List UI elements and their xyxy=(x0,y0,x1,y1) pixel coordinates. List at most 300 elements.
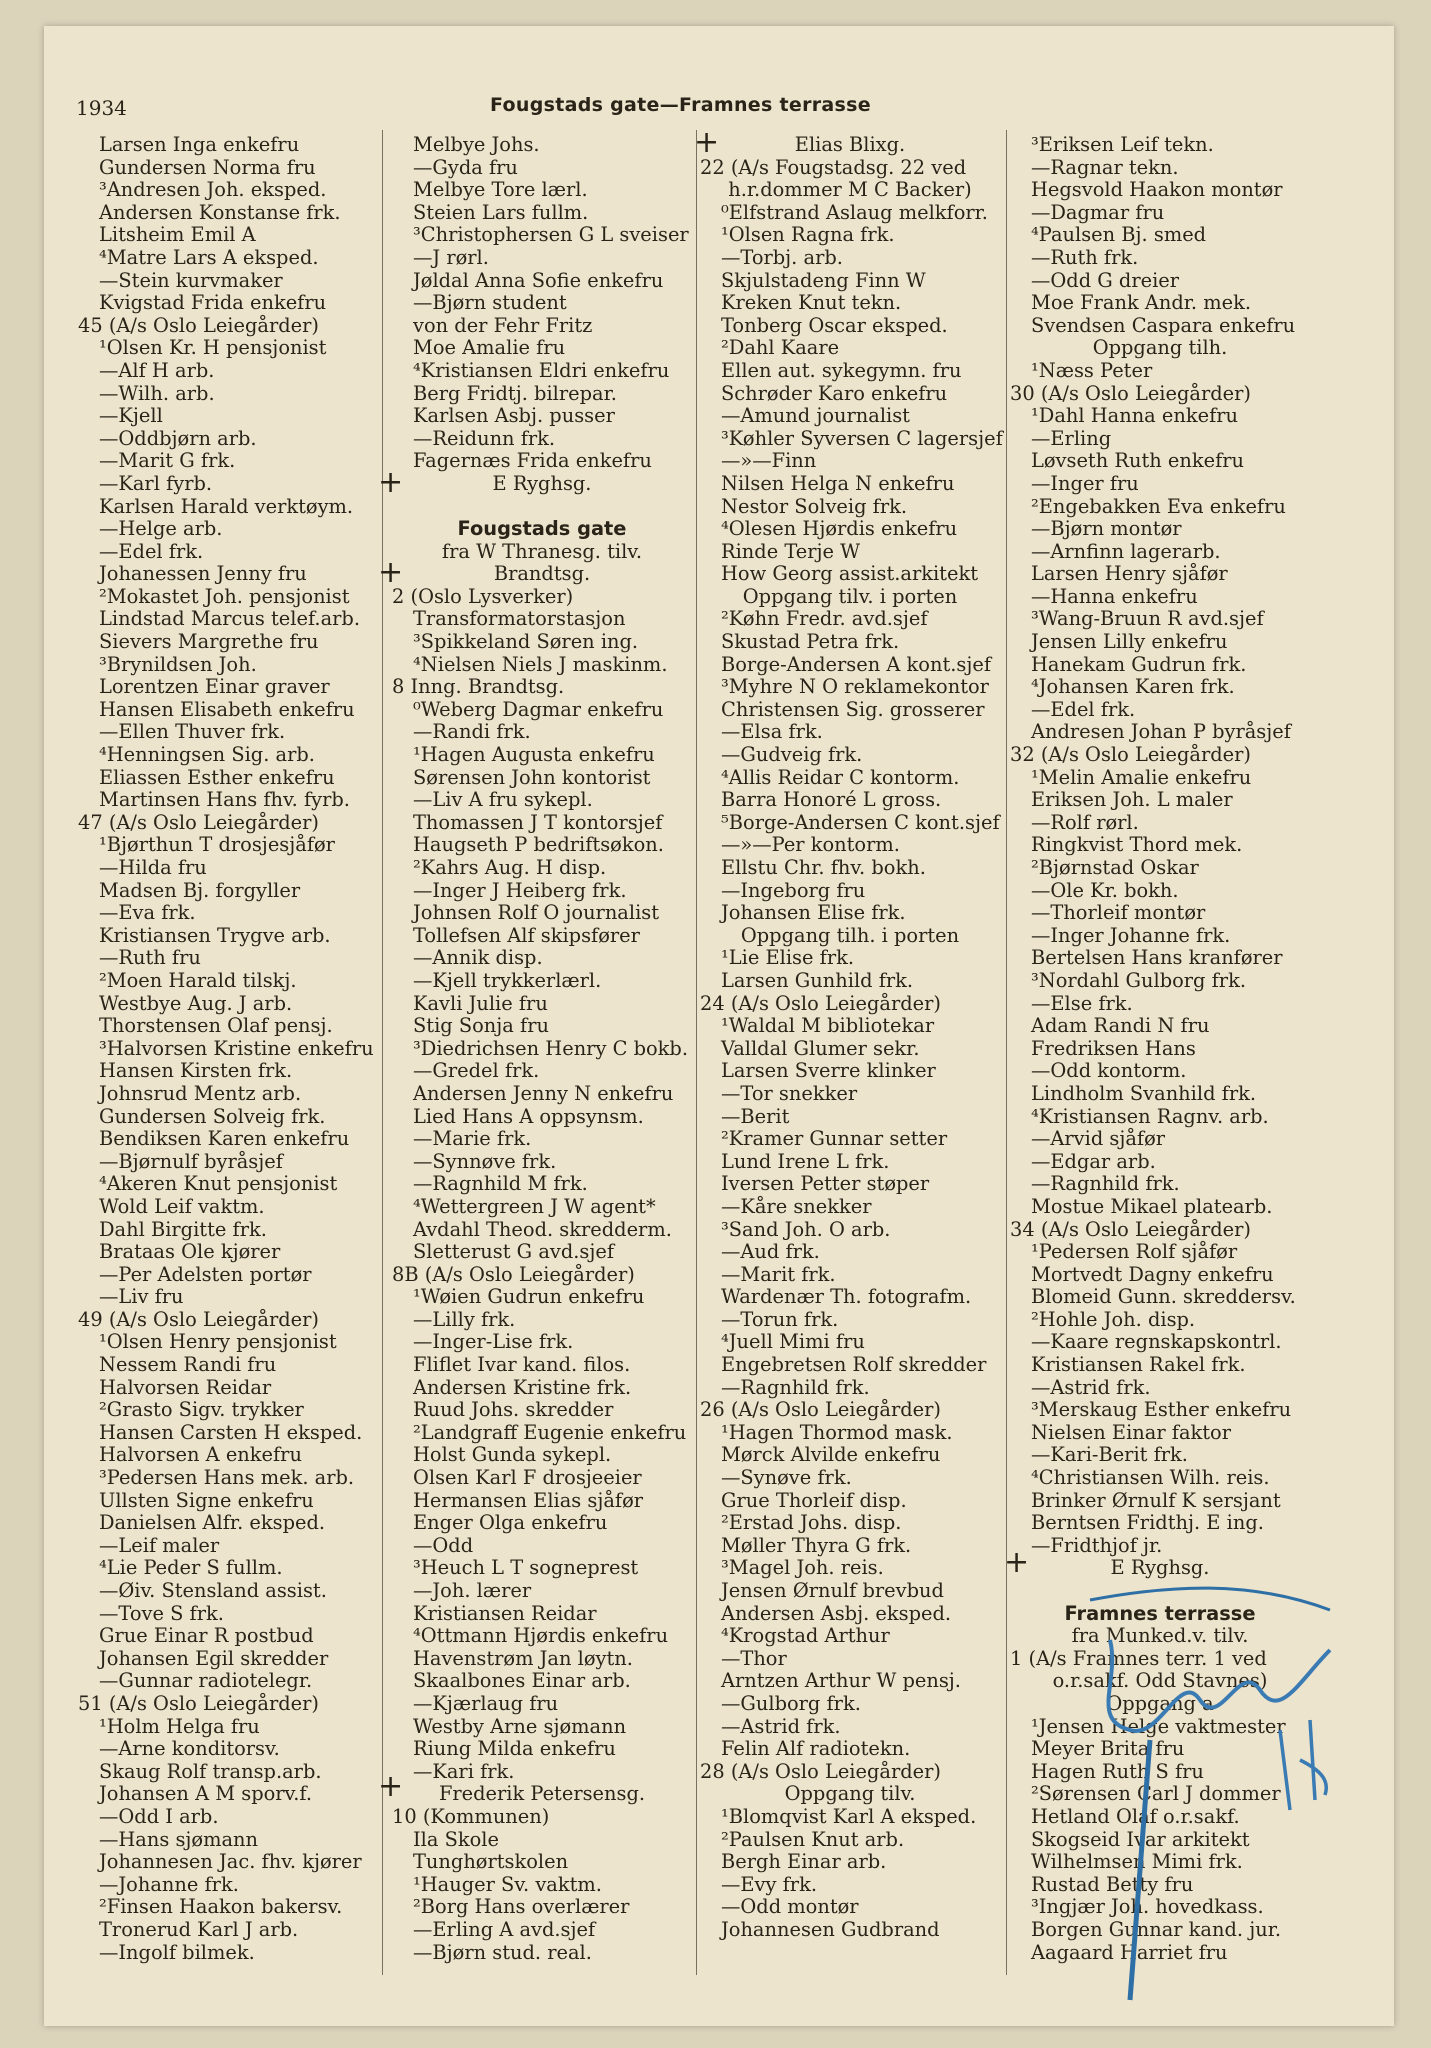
directory-entry: o.r.sakf. Odd Stavnes) xyxy=(1052,1669,1268,1693)
directory-entry: How Georg assist.arkitekt xyxy=(721,562,978,586)
directory-entry: Oppgang tilh. xyxy=(1092,336,1228,360)
directory-entry: Hanekam Gudrun frk. xyxy=(1031,652,1247,676)
directory-entry: —Elsa frk. xyxy=(721,720,823,744)
directory-entry: —»—Finn xyxy=(721,449,817,473)
directory-entry: ²Finsen Haakon bakersv. xyxy=(99,1895,343,1919)
directory-entry: Haugseth P bedriftsøkon. xyxy=(413,833,664,857)
directory-entry: Larsen Gunhild frk. xyxy=(721,968,914,992)
page-header: Fougstads gate—Framnes terrasse xyxy=(490,94,871,116)
directory-entry: Mørck Alvilde enkefru xyxy=(721,1443,941,1467)
directory-entry: —Marit frk. xyxy=(721,1262,836,1286)
directory-entry: —Edel frk. xyxy=(1031,697,1136,721)
directory-entry xyxy=(1010,1580,1310,1603)
directory-entry: Fagernæs Frida enkefru xyxy=(413,449,652,473)
directory-entry: —Leif maler xyxy=(99,1533,220,1557)
directory-entry: Kristiansen Trygve arb. xyxy=(99,923,331,947)
directory-entry: —Ragnhild frk. xyxy=(721,1375,870,1399)
directory-entry: —Marit G frk. xyxy=(99,449,236,473)
directory-entry: Ringkvist Thord mek. xyxy=(1031,833,1243,857)
directory-entry: ⁴Nielsen Niels J maskinm. xyxy=(413,652,668,676)
directory-entry: —Odd montør xyxy=(721,1895,859,1919)
directory-entry: Andersen Kristine frk. xyxy=(413,1375,632,1399)
directory-entry: —Tor snekker xyxy=(721,1081,858,1105)
directory-entry: —Lilly frk. xyxy=(413,1307,516,1331)
directory-entry: Fougstads gate xyxy=(457,517,627,541)
directory-entry: Borgen Gunnar kand. jur. xyxy=(1031,1917,1282,1941)
column-3 xyxy=(700,133,1003,1942)
directory-entry: ³Halvorsen Kristine enkefru xyxy=(99,1036,374,1060)
directory-entry: —Gredel frk. xyxy=(413,1059,540,1083)
directory-entry: Rustad Betty fru xyxy=(1031,1872,1194,1896)
directory-entry: Sievers Margrethe fru xyxy=(99,630,319,654)
directory-entry: ¹Waldal M bibliotekar xyxy=(721,1014,935,1038)
directory-entry: —Ragnhild M frk. xyxy=(413,1172,588,1196)
directory-entry: —Annik disp. xyxy=(413,946,543,970)
column-1 xyxy=(78,134,378,1964)
directory-entry: Enger Olga enkefru xyxy=(413,1511,608,1535)
directory-entry: 24 (A/s Oslo Leiegårder) xyxy=(700,991,941,1015)
directory-entry: ¹Olsen Ragna frk. xyxy=(721,223,895,247)
directory-entry: Wardenær Th. fotografm. xyxy=(721,1285,972,1309)
directory-entry: Engebretsen Rolf skredder xyxy=(721,1353,987,1377)
directory-entry: ¹Næss Peter xyxy=(1031,358,1153,382)
directory-entry: —Ragnar tekn. xyxy=(1031,155,1179,179)
directory-entry: ²Sørensen Carl J dommer xyxy=(1031,1782,1281,1806)
directory-entry: Schrøder Karo enkefru xyxy=(721,381,948,405)
directory-entry: Melbye Johs. xyxy=(413,133,540,156)
directory-entry: Hansen Kirsten frk. xyxy=(99,1059,293,1083)
directory-entry: ¹Lie Elise frk. xyxy=(721,946,854,970)
directory-entry: ⁴Wettergreen J W agent* xyxy=(413,1194,656,1218)
directory-entry: ⁴Allis Reidar C kontorm. xyxy=(721,765,960,789)
directory-entry: 51 (A/s Oslo Leiegårder) xyxy=(78,1691,319,1715)
directory-entry: Litsheim Emil A xyxy=(99,223,256,247)
directory-entry: 34 (A/s Oslo Leiegårder) xyxy=(1010,1217,1251,1241)
directory-entry: ¹Melin Amalie enkefru xyxy=(1031,765,1252,789)
directory-entry: ⁴Johansen Karen frk. xyxy=(1031,675,1235,699)
directory-entry: —Thor xyxy=(721,1646,787,1670)
directory-entry: Bertelsen Hans kranfører xyxy=(1031,946,1283,970)
directory-entry: —Berit xyxy=(721,1104,790,1128)
directory-entry: Eriksen Joh. L maler xyxy=(1031,788,1233,812)
directory-entry: 22 (A/s Fougstadsg. 22 ved xyxy=(700,155,967,179)
directory-entry: ³Wang-Bruun R avd.sjef xyxy=(1031,607,1264,631)
directory-entry: ⁴Olesen Hjørdis enkefru xyxy=(721,517,958,541)
directory-entry: —Hanna enkefru xyxy=(1031,584,1198,608)
directory-entry: Johnsen Rolf O journalist xyxy=(413,901,660,925)
directory-entry: ²Paulsen Knut arb. xyxy=(721,1827,905,1851)
directory-entry: —Astrid frk. xyxy=(1031,1375,1151,1399)
directory-entry: ²Grasto Sigv. trykker xyxy=(99,1398,304,1422)
directory-entry: Brandtsg. xyxy=(493,562,591,586)
directory-entry: Jensen Lilly enkefru xyxy=(1031,630,1228,654)
directory-entry: —Bjørn montør xyxy=(1031,517,1182,541)
directory-entry: ⁰Elfstrand Aslaug melkforr. xyxy=(721,200,988,224)
directory-entry: Nilsen Helga N enkefru xyxy=(721,471,955,495)
directory-entry: ⁴Kristiansen Eldri enkefru xyxy=(413,358,670,382)
directory-entry: —Helge arb. xyxy=(99,517,223,541)
directory-entry: Larsen Inga enkefru xyxy=(99,133,300,156)
directory-entry: ³Køhler Syversen C lagersjef xyxy=(721,426,1003,450)
directory-entry: Ellstu Chr. fhv. bokh. xyxy=(721,856,926,879)
column-divider xyxy=(1006,130,1007,1975)
directory-entry: fra W Thranesg. tilv. xyxy=(441,539,643,563)
directory-entry: Johnsrud Mentz arb. xyxy=(99,1081,302,1105)
directory-entry: Frederik Petersensg. xyxy=(438,1782,646,1806)
directory-entry: ⁴Matre Lars A eksped. xyxy=(99,245,319,269)
directory-entry: Nessem Randi fru xyxy=(99,1353,277,1377)
directory-entry: ⁴Krogstad Arthur xyxy=(721,1624,890,1648)
directory-entry: —Erling xyxy=(1031,426,1112,450)
cross-street-marker: + xyxy=(694,125,720,160)
directory-entry: 47 (A/s Oslo Leiegårder) xyxy=(78,810,319,834)
directory-entry: ³Myhre N O reklamekontor xyxy=(721,675,989,699)
directory-entry: Borge-Andersen A kont.sjef xyxy=(721,652,992,676)
directory-entry: Halvorsen Reidar xyxy=(99,1375,272,1399)
directory-entry: —Kaare regnskapskontrl. xyxy=(1031,1330,1282,1354)
directory-entry: —Bjørn student xyxy=(413,291,567,315)
directory-entry: ³Pedersen Hans mek. arb. xyxy=(99,1466,355,1490)
directory-entry: —Gulborg frk. xyxy=(721,1691,861,1715)
directory-entry: —Inger fru xyxy=(1031,471,1139,495)
directory-entry: —Thorleif montør xyxy=(1031,901,1206,925)
directory-entry: —Else frk. xyxy=(1031,991,1133,1015)
directory-entry: —Oddbjørn arb. xyxy=(99,426,257,450)
directory-entry: —»—Per kontorm. xyxy=(721,833,900,857)
directory-entry: —Inger-Lise frk. xyxy=(413,1330,574,1354)
directory-entry: —Ole Kr. bokh. xyxy=(1031,878,1179,902)
directory-entry: ¹Hagen Thormod mask. xyxy=(721,1420,953,1444)
directory-entry: E Ryghsg. xyxy=(492,471,592,495)
directory-entry: Kreken Knut tekn. xyxy=(721,291,902,315)
directory-entry: ⁴Ottmann Hjørdis enkefru xyxy=(413,1624,669,1648)
directory-entry: Johannesen Gudbrand xyxy=(721,1917,940,1941)
directory-entry: ²Kahrs Aug. H disp. xyxy=(413,856,607,879)
directory-entry: E Ryghsg. xyxy=(1110,1556,1210,1580)
directory-entry: —Kjell xyxy=(99,404,163,428)
directory-entry: —Tove S frk. xyxy=(99,1601,224,1625)
directory-entry: ¹Dahl Hanna enkefru xyxy=(1031,404,1239,428)
directory-entry: ²Borg Hans overlærer xyxy=(413,1895,630,1919)
directory-entry: —Ellen Thuver frk. xyxy=(99,720,286,744)
directory-entry: 26 (A/s Oslo Leiegårder) xyxy=(700,1398,941,1422)
directory-entry: 49 (A/s Oslo Leiegårder) xyxy=(78,1307,319,1331)
directory-entry: Halvorsen A enkefru xyxy=(99,1443,302,1467)
directory-entry: Sletterust G avd.sjef xyxy=(413,1240,615,1264)
directory-entry: Bergh Einar arb. xyxy=(721,1850,887,1874)
directory-entry: Steien Lars fullm. xyxy=(413,200,589,224)
directory-entry: Tronerud Karl J arb. xyxy=(99,1917,299,1941)
directory-entry: Transformatorstasjon xyxy=(413,607,626,631)
directory-entry: ¹Jensen Helge vaktmester xyxy=(1031,1714,1286,1738)
directory-entry: Dahl Birgitte frk. xyxy=(99,1217,267,1241)
directory-entry: Gundersen Norma fru xyxy=(99,155,316,179)
directory-entry: Arntzen Arthur W pensj. xyxy=(721,1669,961,1693)
directory-entry: ⁴Akeren Knut pensjonist xyxy=(99,1172,338,1196)
directory-entry: —Liv fru xyxy=(99,1285,184,1309)
column-2 xyxy=(392,134,692,1964)
directory-entry: von der Fehr Fritz xyxy=(413,313,593,337)
directory-entry: —Synøve frk. xyxy=(721,1466,852,1490)
directory-entry: Fliflet Ivar kand. filos. xyxy=(413,1353,631,1377)
column-4 xyxy=(1010,134,1310,1964)
directory-entry: —Kjærlaug fru xyxy=(413,1691,559,1715)
directory-entry: —Karl fyrb. xyxy=(99,471,213,495)
directory-entry: Thorstensen Olaf pensj. xyxy=(99,1014,333,1038)
directory-entry: 28 (A/s Oslo Leiegårder) xyxy=(700,1759,941,1783)
directory-entry: 2 (Oslo Lysverker) xyxy=(392,584,574,608)
directory-entry: 45 (A/s Oslo Leiegårder) xyxy=(78,313,319,337)
directory-entry: ¹Olsen Kr. H pensjonist xyxy=(99,336,327,360)
directory-entry: Barra Honoré L gross. xyxy=(721,788,942,812)
directory-entry: Blomeid Gunn. skreddersv. xyxy=(1031,1285,1296,1309)
directory-entry: —Arnfinn lagerarb. xyxy=(1031,539,1221,563)
directory-entry: Rinde Terje W xyxy=(721,539,861,563)
column-divider xyxy=(696,130,697,1975)
directory-entry: Karlsen Asbj. pusser xyxy=(413,404,615,428)
directory-entry: Andersen Asbj. eksped. xyxy=(721,1601,952,1625)
directory-entry: ²Køhn Fredr. avd.sjef xyxy=(721,607,928,631)
directory-entry: —Eva frk. xyxy=(99,901,196,925)
directory-entry: —Liv A fru sykepl. xyxy=(413,788,593,812)
directory-entry: Hegsvold Haakon montør xyxy=(1031,178,1283,202)
directory-entry: 8 Inng. Brandtsg. xyxy=(392,675,565,699)
directory-entry: ¹Blomqvist Karl A eksped. xyxy=(721,1804,977,1828)
directory-entry: ⁴Christiansen Wilh. reis. xyxy=(1031,1466,1270,1490)
directory-entry: —Rolf rørl. xyxy=(1031,810,1139,834)
directory-entry: Larsen Henry sjåfør xyxy=(1031,562,1228,586)
cross-street-marker: + xyxy=(1004,1545,1030,1580)
directory-entry: —Arvid sjåfør xyxy=(1031,1127,1166,1151)
directory-entry: —Dagmar fru xyxy=(1031,200,1165,224)
directory-entry: —Ingolf bilmek. xyxy=(99,1940,255,1964)
directory-entry: Brataas Ole kjører xyxy=(99,1240,281,1264)
directory-entry: Lindholm Svanhild frk. xyxy=(1031,1081,1257,1105)
directory-entry: Iversen Petter støper xyxy=(721,1172,930,1196)
directory-entry: —Kåre snekker xyxy=(721,1194,872,1218)
directory-entry: —Hans sjømann xyxy=(99,1827,259,1851)
directory-entry: Grue Einar R postbud xyxy=(99,1624,314,1648)
directory-entry: Havenstrøm Jan løytn. xyxy=(413,1646,633,1670)
directory-entry: Danielsen Alfr. eksped. xyxy=(99,1511,326,1535)
directory-entry: Elias Blixg. xyxy=(794,133,906,156)
directory-entry: Kvigstad Frida enkefru xyxy=(99,291,327,315)
directory-entry: ²Engebakken Eva enkefru xyxy=(1031,494,1286,518)
directory-entry: ²Erstad Johs. disp. xyxy=(721,1511,902,1535)
directory-entry: Felin Alf radiotekn. xyxy=(721,1737,911,1761)
directory-entry: Bendiksen Karen enkefru xyxy=(99,1127,350,1151)
directory-entry: ¹Bjørthun T drosjesjåfør xyxy=(99,833,335,857)
cross-street-marker: + xyxy=(378,465,404,500)
directory-entry: Martinsen Hans fhv. fyrb. xyxy=(99,788,350,812)
directory-entry: Nielsen Einar faktor xyxy=(1031,1420,1231,1444)
directory-entry: ¹Wøien Gudrun enkefru xyxy=(413,1285,645,1309)
directory-entry: —Ruth fru xyxy=(99,946,201,970)
directory-entry: Jøldal Anna Sofie enkefru xyxy=(413,268,664,292)
directory-entry: ³Christophersen G L sveiser xyxy=(413,223,689,247)
directory-entry: Holst Gunda sykepl. xyxy=(413,1443,612,1467)
directory-entry xyxy=(392,496,692,519)
directory-entry: Hetland Olaf o.r.sakf. xyxy=(1031,1804,1240,1828)
directory-entry: Møller Thyra G frk. xyxy=(721,1533,912,1557)
directory-entry: —Gudveig frk. xyxy=(721,743,863,767)
directory-entry: Oppgang a xyxy=(1106,1691,1214,1715)
directory-entry: —Stein kurvmaker xyxy=(99,268,283,292)
directory-entry: Berntsen Fridthj. E ing. xyxy=(1031,1511,1264,1535)
directory-entry: ³Magel Joh. reis. xyxy=(721,1556,884,1580)
directory-entry: Gundersen Solveig frk. xyxy=(99,1104,326,1128)
directory-entry: Westbye Aug. J arb. xyxy=(99,991,293,1015)
directory-entry: ⁴Juell Mimi fru xyxy=(721,1330,865,1354)
directory-entry: Brinker Ørnulf K sersjant xyxy=(1031,1488,1281,1512)
directory-entry: 10 (Kommunen) xyxy=(392,1804,550,1828)
directory-entry: —Johanne frk. xyxy=(99,1872,239,1896)
directory-entry: ³Spikkeland Søren ing. xyxy=(413,630,639,654)
directory-entry: —Inger J Heiberg frk. xyxy=(413,878,627,902)
directory-entry: Johannesen Jac. fhv. kjører xyxy=(99,1850,362,1874)
directory-entry: Løvseth Ruth enkefru xyxy=(1031,449,1245,473)
directory-entry: Ruud Johs. skredder xyxy=(413,1398,614,1422)
directory-entry: —Wilh. arb. xyxy=(99,381,215,405)
directory-entry: Skaug Rolf transp.arb. xyxy=(99,1759,322,1783)
directory-entry: Hansen Carsten H eksped. xyxy=(99,1420,363,1444)
directory-entry: Wilhelmsen Mimi frk. xyxy=(1031,1850,1243,1874)
directory-entry: —Randi frk. xyxy=(413,720,531,744)
directory-entry: ¹Hagen Augusta enkefru xyxy=(413,743,655,767)
directory-entry: Berg Fridtj. bilrepar. xyxy=(413,381,617,405)
directory-entry: Westby Arne sjømann xyxy=(413,1714,627,1738)
directory-entry: —Kjell trykkerlærl. xyxy=(413,968,602,992)
directory-entry: ¹Hauger Sv. vaktm. xyxy=(413,1872,602,1896)
directory-entry: ²Kramer Gunnar setter xyxy=(721,1127,948,1151)
directory-entry: —Kari-Berit frk. xyxy=(1031,1443,1188,1467)
directory-entry: ³Nordahl Gulborg frk. xyxy=(1031,968,1246,992)
directory-entry: —Astrid frk. xyxy=(721,1714,841,1738)
directory-entry: Skogseid Ivar arkitekt xyxy=(1031,1827,1250,1851)
directory-entry: Skaalbones Einar arb. xyxy=(413,1669,631,1693)
directory-entry: Thomassen J T kontorsjef xyxy=(413,810,663,834)
directory-entry: —Bjørn stud. real. xyxy=(413,1940,592,1964)
directory-entry: —Kari frk. xyxy=(413,1759,515,1783)
directory-entry: Svendsen Caspara enkefru xyxy=(1031,313,1296,337)
directory-entry: —Arne konditorsv. xyxy=(99,1737,280,1761)
directory-entry: ²Landgraff Eugenie enkefru xyxy=(413,1420,687,1444)
directory-entry: —Hilda fru xyxy=(99,856,207,879)
directory-entry: Lindstad Marcus telef.arb. xyxy=(99,607,361,631)
directory-entry: Adam Randi N fru xyxy=(1031,1014,1210,1038)
directory-entry: Mostue Mikael platearb. xyxy=(1031,1194,1273,1218)
directory-entry: Hagen Ruth S fru xyxy=(1031,1759,1204,1783)
directory-entry: Johansen Elise frk. xyxy=(721,901,906,925)
directory-entry: —Edgar arb. xyxy=(1031,1149,1156,1173)
directory-entry: —Aud frk. xyxy=(721,1240,820,1264)
directory-entry: Kristiansen Rakel frk. xyxy=(1031,1353,1246,1377)
directory-entry: ²Dahl Kaare xyxy=(721,336,840,360)
directory-entry: Johansen A M sporv.f. xyxy=(99,1782,313,1806)
directory-entry: Valldal Glumer sekr. xyxy=(721,1036,920,1060)
directory-entry: —Bjørnulf byråsjef xyxy=(99,1149,283,1173)
directory-entry: ³Eriksen Leif tekn. xyxy=(1031,133,1214,156)
directory-entry: Lorentzen Einar graver xyxy=(99,675,330,699)
directory-entry: Kristiansen Reidar xyxy=(413,1601,597,1625)
directory-entry: Wold Leif vaktm. xyxy=(99,1194,265,1218)
directory-entry: —Per Adelsten portør xyxy=(99,1262,312,1286)
directory-entry: Aagaard Harriet fru xyxy=(1031,1940,1228,1964)
directory-entry: —Edel frk. xyxy=(99,539,204,563)
directory-entry: ¹Olsen Henry pensjonist xyxy=(99,1330,337,1354)
directory-entry: Madsen Bj. forgyller xyxy=(99,878,301,902)
directory-entry: 32 (A/s Oslo Leiegårder) xyxy=(1010,743,1251,767)
directory-entry: Jensen Ørnulf brevbud xyxy=(721,1579,944,1602)
directory-entry: Hermansen Elias sjåfør xyxy=(413,1488,644,1512)
directory-entry: ⁴Henningsen Sig. arb. xyxy=(99,743,315,767)
directory-entry: ³Sand Joh. O arb. xyxy=(721,1217,891,1241)
directory-entry: fra Munked.v. tilv. xyxy=(1071,1624,1249,1648)
directory-entry: Oppgang tilv. i porten xyxy=(742,584,958,608)
directory-entry: Kavli Julie fru xyxy=(413,991,548,1015)
directory-entry: Oppgang tilh. i porten xyxy=(740,923,960,947)
directory-entry: Skustad Petra frk. xyxy=(721,630,900,654)
directory-entry: ²Bjørnstad Oskar xyxy=(1031,856,1199,879)
directory-entry: —Odd xyxy=(413,1533,474,1557)
directory-entry: ³Heuch L T sogneprest xyxy=(413,1556,639,1580)
directory-entry: —Gunnar radiotelegr. xyxy=(99,1669,313,1693)
column-divider xyxy=(382,130,383,1975)
directory-entry: Karlsen Harald verktøym. xyxy=(99,494,354,518)
directory-entry: Johanessen Jenny fru xyxy=(99,562,307,586)
directory-entry: ²Moen Harald tilskj. xyxy=(99,968,297,992)
directory-entry: —Synnøve frk. xyxy=(413,1149,557,1173)
directory-entry: ²Hohle Joh. disp. xyxy=(1031,1307,1196,1331)
directory-entry: Moe Amalie fru xyxy=(413,336,566,360)
directory-entry: Olsen Karl F drosjeeier xyxy=(413,1466,642,1490)
directory-entry: ⁵Borge-Andersen C kont.sjef xyxy=(721,810,1000,834)
directory-entry: Larsen Sverre klinker xyxy=(721,1059,936,1083)
directory-entry: —Erling A avd.sjef xyxy=(413,1917,596,1941)
directory-entry: Grue Thorleif disp. xyxy=(721,1488,907,1512)
directory-entry: Riung Milda enkefru xyxy=(413,1737,616,1761)
page-number: 1934 xyxy=(76,96,127,120)
directory-entry: Skjulstadeng Finn W xyxy=(721,268,926,292)
directory-entry: 1 (A/s Framnes terr. 1 ved xyxy=(1010,1646,1267,1670)
directory-entry: Tollefsen Alf skipsfører xyxy=(413,923,640,947)
directory-entry: Meyer Brita fru xyxy=(1031,1737,1185,1761)
directory-entry: —Ragnhild frk. xyxy=(1031,1172,1180,1196)
directory-entry: —Joh. lærer xyxy=(413,1579,532,1602)
directory-entry: —Odd I arb. xyxy=(99,1804,219,1828)
directory-entry: Tunghørtskolen xyxy=(413,1850,569,1874)
directory-entry: —Inger Johanne frk. xyxy=(1031,923,1231,947)
directory-entry: Nestor Solveig frk. xyxy=(721,494,908,518)
directory-entry: —Evy frk. xyxy=(721,1872,817,1896)
directory-entry: Andresen Johan P byråsjef xyxy=(1031,720,1291,744)
directory-entry: Ila Skole xyxy=(413,1827,499,1851)
cross-street-marker: + xyxy=(378,555,404,590)
cross-street-marker: + xyxy=(378,1769,404,1804)
directory-entry: ³Brynildsen Joh. xyxy=(99,652,257,676)
directory-entry: Framnes terrasse xyxy=(1064,1601,1256,1625)
directory-entry: Johansen Egil skredder xyxy=(99,1646,329,1670)
directory-entry: Ellen aut. sykegymn. fru xyxy=(721,358,962,382)
directory-entry: —Marie frk. xyxy=(413,1127,532,1151)
directory-entry: Moe Frank Andr. mek. xyxy=(1031,291,1251,315)
directory-entry: Fredriksen Hans xyxy=(1031,1036,1196,1060)
directory-entry: ³Andresen Joh. eksped. xyxy=(99,178,327,202)
directory-entry: —Odd kontorm. xyxy=(1031,1059,1187,1083)
directory-entry: 8B (A/s Oslo Leiegårder) xyxy=(392,1262,635,1286)
directory-entry: Andersen Jenny N enkefru xyxy=(413,1081,674,1105)
directory-entry: 30 (A/s Oslo Leiegårder) xyxy=(1010,381,1251,405)
